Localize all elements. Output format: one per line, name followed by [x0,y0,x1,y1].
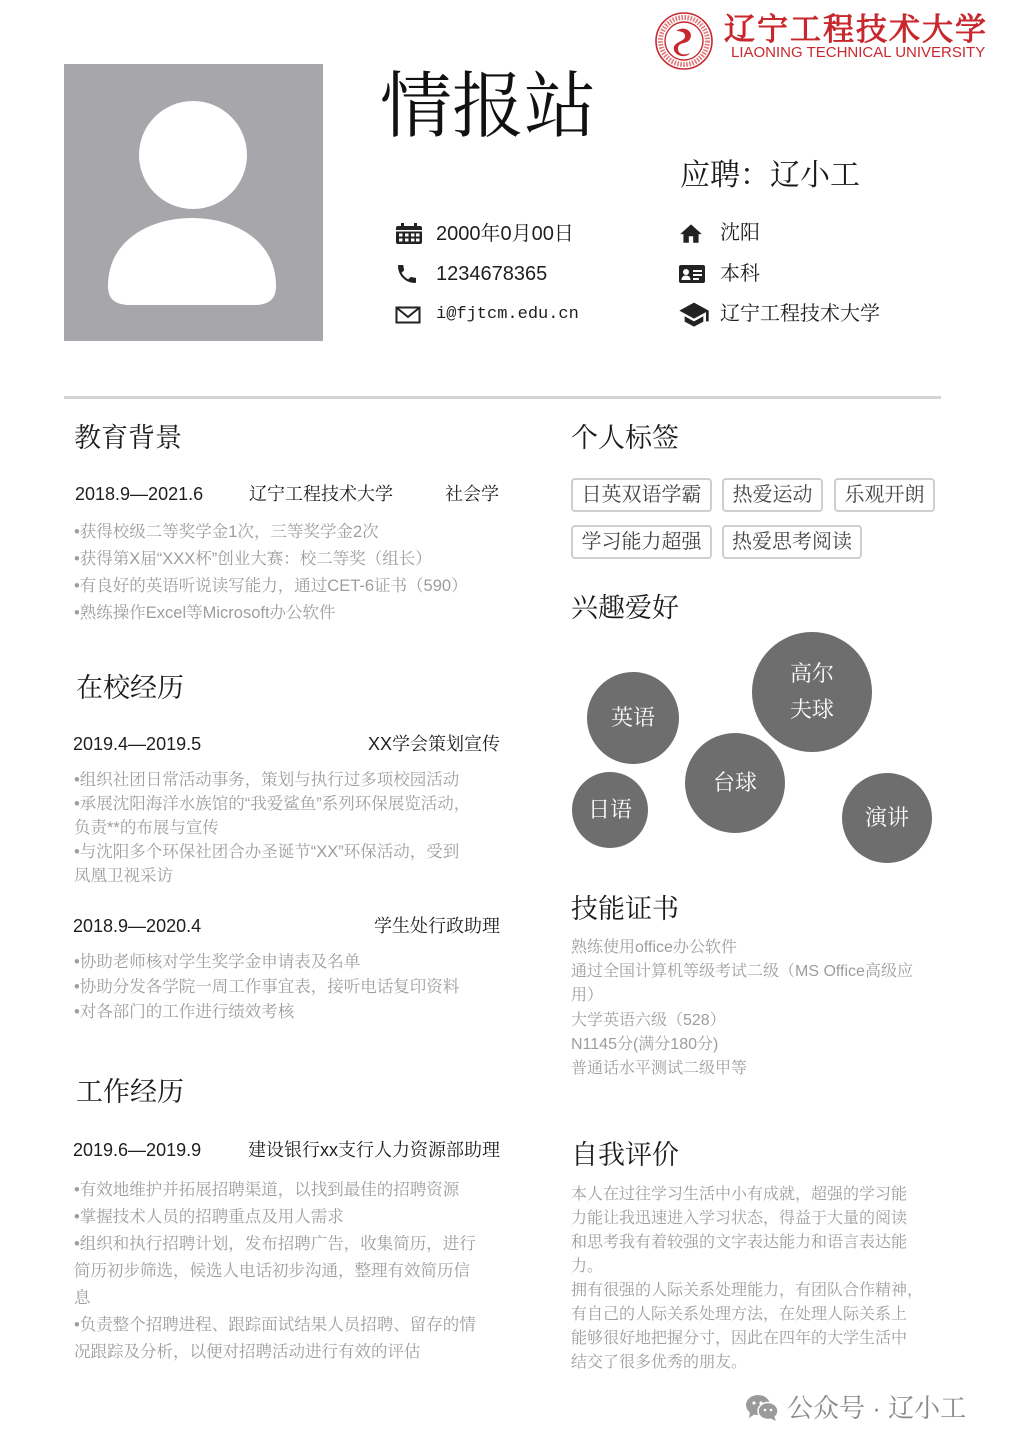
paragraph-line: 拥有很强的人际关系处理能力，有团队合作精神， [571,1282,924,1299]
school-name: 辽宁工程技术大学 [720,303,880,325]
hobby-label: 英语 [610,705,655,730]
info-city [678,219,760,247]
university-seal-icon [654,11,714,71]
bullet-item [74,840,470,888]
paragraph [571,1183,923,1279]
work-role: 建设银行xx支行人力资源部助理 [248,1140,500,1160]
bullet-line: •负责整个招聘进程、跟踪面试结果人员招聘、留存的情 [74,1316,476,1334]
home-icon [678,221,720,245]
work-period: 2019.6—2019.9 [73,1140,202,1160]
paragraph-line: 和思考我有着较强的文字表达能力和语言表达能 [571,1234,908,1251]
applying-position: 应聘：辽小工 [680,159,860,192]
bullet-item [74,1231,476,1312]
id-card-icon [678,264,720,284]
info-birth [395,220,574,248]
paragraph-line: 本人在过往学习生活中小有成就，超强的学习能 [571,1186,908,1203]
section-heading-work: 工作经历 [76,1077,184,1107]
campus-entry-header [73,914,500,938]
section-heading-hobbies: 兴趣爱好 [571,593,679,623]
avatar-placeholder-icon [64,64,323,341]
bullet-line: •协助老师核对学生奖学金申请表及名单 [74,953,361,971]
hobby-label: 台球 [712,770,757,795]
city: 沈阳 [720,222,760,244]
header-divider [64,396,941,399]
section-heading-education: 教育背景 [74,423,182,453]
bullet-line: •与沈阳多个环保社团合办圣诞节“XX”环保活动，受到 [74,843,460,861]
bullet-line: •有良好的英语听说读写能力，通过CET-6证书（590） [74,577,468,595]
hobby-bubble [752,632,872,752]
personal-tag: 日英双语学霸 [571,478,712,512]
personal-tag: 热爱思考阅读 [722,525,862,559]
skill-line: 通过全国计算机等级考试二级（MS Office高级应 [571,963,913,981]
hobby-bubble [587,672,679,764]
wechat-icon [745,1394,779,1427]
bullet-line: 息 [74,1289,91,1307]
birth-date: 2000年0月00日 [436,223,574,245]
paragraph-line: 能够很好地把握分寸，因此在四年的大学生活中 [571,1330,908,1347]
info-degree [678,260,760,288]
hobby-label: 演讲 [864,805,909,830]
paragraph [571,1279,923,1375]
university-logo-name-en: LIAONING TECHNICAL UNIVERSITY [731,44,986,61]
watermark-text: 公众号 · 辽小工 [787,1393,967,1423]
skills-list [571,936,913,1081]
skill-line: 普通话水平测试二级甲等 [571,1060,748,1078]
paragraph-line: 力能让我迅速进入学习状态，得益于大量的阅读 [571,1210,908,1227]
bullet-line: •获得第X届“XXX杯”创业大赛：校二等奖（组长） [74,550,432,568]
self-evaluation-text [571,1183,923,1375]
degree: 本科 [720,263,760,285]
section-heading-tags: 个人标签 [571,423,679,453]
campus-role: XX学会策划宣传 [367,734,500,754]
campus-period: 2019.4—2019.5 [73,734,202,754]
email-address: i@fjtcm.edu.cn [436,305,579,324]
work-bullets [74,1177,476,1366]
bullet-line: •掌握技术人员的招聘重点及用人需求 [74,1208,344,1226]
mail-icon [395,306,436,324]
education-bullets [74,519,468,627]
bullet-item [74,1177,476,1204]
hobby-bubble [685,733,785,833]
info-school [678,300,880,328]
bullet-line: •协助分发各学院一周工作事宜表，接听电话复印资料 [74,978,460,996]
personal-tag: 乐观开朗 [834,478,935,512]
bullet-line: •组织社团日常活动事务，策划与执行过多项校园活动 [74,771,460,789]
bullet-line: •承展沈阳海洋水族馆的“我爱鲨鱼”系列环保展览活动， [74,795,471,813]
bullet-line: 负责**的布展与宣传 [74,819,219,837]
personal-tag: 学习能力超强 [571,525,712,559]
university-logo-name-cn: 辽宁工程技术大学 [724,12,988,47]
profile-photo [64,64,323,341]
bullet-line: •组织和执行招聘计划，发布招聘广告，收集简历，进行 [74,1235,476,1253]
bullet-line: 凤凰卫视采访 [74,867,173,885]
paragraph-line: 有自己的人际关系处理方法，在处理人际关系上 [571,1306,908,1323]
education-school: 辽宁工程技术大学 [249,484,393,504]
bullet-line: •对各部门的工作进行绩效考核 [74,1003,295,1021]
phone-number: 1234678365 [436,263,548,285]
bullet-line: •有效地维护并拓展招聘渠道，以找到最佳的招聘资源 [74,1181,460,1199]
bullet-line: 简历初步筛选，候选人电话初步沟通，整理有效简历信 [74,1262,470,1280]
education-major: 社会学 [445,484,499,504]
hobby-label: 高尔 [789,661,834,686]
bullet-line: 况跟踪及分析，以便对招聘活动进行有效的评估 [74,1343,421,1361]
hobby-label: 日语 [587,797,632,822]
skill-line: 用） [571,987,604,1005]
hobby-bubble [572,772,648,848]
bullet-line: •熟练操作Excel等Microsoft办公软件 [74,604,336,622]
bullet-item [74,768,470,792]
campus-period: 2018.9—2020.4 [73,916,202,936]
section-heading-skills: 技能证书 [571,894,679,924]
section-heading-campus: 在校经历 [76,673,184,703]
skill-line: 熟练使用office办公软件 [571,939,737,956]
bullet-item [74,1312,476,1366]
bullet-line: •获得校级二等奖学金1次，三等奖学金2次 [74,523,379,541]
paragraph-line: 力。 [571,1258,604,1275]
hobby-bubble [842,773,932,863]
bullet-item [74,792,470,840]
skill-line: 大学英语六级（528） [571,1011,726,1029]
skill-line: N1145分(满分180分) [571,1035,719,1053]
section-heading-self-evaluation: 自我评价 [571,1140,679,1170]
bullet-item [74,1204,476,1231]
phone-icon [395,262,436,286]
campus-bullets [74,950,459,1025]
info-email [395,301,579,329]
education-period: 2018.9—2021.6 [75,484,204,504]
calendar-icon [395,223,436,245]
campus-role: 学生处行政助理 [374,916,500,936]
info-phone [395,260,547,288]
campus-entry-header [73,732,500,756]
work-entry-header [73,1138,500,1162]
graduation-cap-icon [678,300,720,328]
paragraph-line: 结交了很多优秀的朋友。 [571,1354,748,1371]
candidate-name: 情报站 [380,67,597,147]
personal-tag: 热爱运动 [722,478,823,512]
campus-bullets [74,768,470,888]
hobby-label: 夫球 [789,697,834,722]
